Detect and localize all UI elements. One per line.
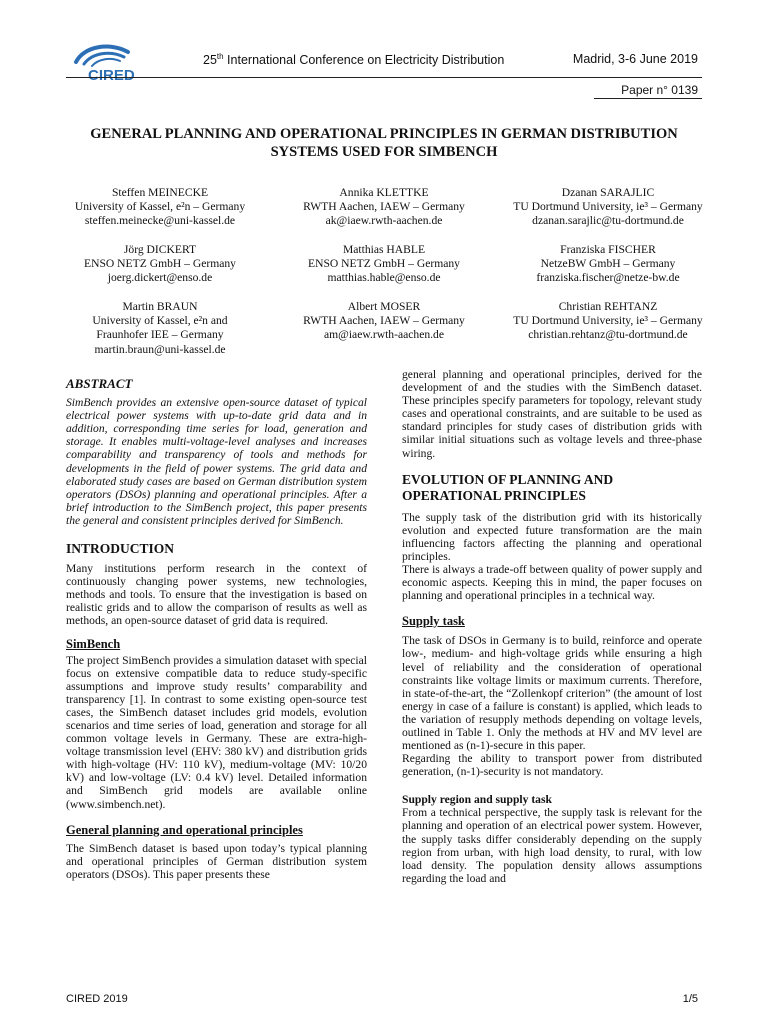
paper-number-rule <box>594 98 702 99</box>
author-braun: Martin BRAUN University of Kassel, e²n and Fraunhofer IEE – Germany martin.braun@uni-kassel.de <box>92 300 228 356</box>
supply-task-heading: Supply task <box>402 614 465 629</box>
conference-name: 25th International Conference on Electricity Distribution <box>203 52 505 68</box>
paper-title: GENERAL PLANNING AND OPERATIONAL PRINCIPLES IN GERMAN DISTRIBUTION SYSTEMS USED FOR SIMBENCH <box>90 126 678 160</box>
simbench-heading: SimBench <box>66 636 121 651</box>
author-hable: Matthias HABLE ENSO NETZ GmbH – Germany matthias.hable@enso.de <box>308 243 460 285</box>
author-row-3 <box>48 300 720 357</box>
author-rehtanz: Christian REHTANZ TU Dortmund University, ie³ – Germany christian.rehtanz@tu-dortmund.de <box>513 300 703 342</box>
paper-number: Paper n° 0139 <box>621 83 698 97</box>
right-column <box>402 368 702 885</box>
evolution-text-2: There is always a trade-off between quality of power supply and economic aspects. Keeping this in mind, the paper focuses on planning and operational principles in a technical way. <box>402 563 702 603</box>
general-planning-text: The SimBench dataset is based upon today’s typical planning and operational principles of German distribution system operators (DSOs). This paper presents these <box>66 841 367 881</box>
abstract-heading: ABSTRACT <box>66 376 133 391</box>
evolution-text-1: The supply task of the distribution grid with its historically evolution and expected future transformation are the main influencing factors affecting the planning and operational principles. <box>402 510 702 563</box>
introduction-heading: INTRODUCTION <box>66 541 175 557</box>
author-sarajlic: Dzanan SARAJLIC TU Dortmund University, ie³ – Germany dzanan.sarajlic@tu-dortmund.de <box>513 186 703 228</box>
logo-text: CIRED <box>88 67 135 84</box>
introduction-text: Many institutions perform research in the context of continuously changing power systems, new technologies, methods and tools. To ensure that the investigation is based on realistic grids and to allow the comparison of results as well as methods, an open-source dataset of grid data is required. <box>66 562 367 628</box>
supply-region-heading: Supply region and supply task <box>402 793 552 807</box>
author-row-1 <box>48 186 720 229</box>
simbench-text: The project SimBench provides a simulation dataset with special focus on extensive compatible data to reduce study-specific assumptions and improve study results’ comparability and transparency [1]. In contrast to some existing open-source test cases, the SimBench dataset includes grid models, evolution scenarios and time series of load, generation and storage for all common voltage levels in Germany. These are extra-high-voltage transmission level (EHV: 380 kV) and distribution grids with high-voltage (HV: 110 kV), medium-voltage (MV: 10/20 kV) and low-voltage (LV: 0.4 kV) level. Detailed information and SimBench grid models are available online (www.simbench.net). <box>66 653 367 811</box>
author-fischer: Franziska FISCHER NetzeBW GmbH – Germany franziska.fischer@netze-bw.de <box>536 243 680 285</box>
author-moser: Albert MOSER RWTH Aachen, IAEW – Germany am@iaew.rwth-aachen.de <box>303 300 465 342</box>
left-column <box>66 368 367 881</box>
supply-task-text-1: The task of DSOs in Germany is to build, reinforce and operate low-, medium- and high-voltage grids while ensuring a high level of reliability and the consideration of operational constraints like voltage limits or maximum currents. Therefore, in state-of-the-art, the “Zollenkopf criterion” (the amount of lost energy in case of a failure is constant) is applied, which leads to the variation of resupply methods depending on voltage levels, outlined in Table 1. Only the methods at HV and MV level are mentioned as (n-1)-secure in this paper. <box>402 634 702 753</box>
continued-text: general planning and operational principles, derived for the development of and the studies with the SimBench dataset. These principles specify parameters for topology, relevant study cases and operational constraints, and are suitable to be used as standard principles for study cases of distribution grids with similar initial situations such as voltage levels and three-phase wiring. <box>402 368 702 460</box>
abstract-text: SimBench provides an extensive open-source dataset of typical electrical power systems with up-to-date grid data and in addition, corresponding time series for load, generation and storage. It enables multi-voltage-level analyses and increases comparability and transparency of tools and methods for developments in the field of power systems. The grid data and elaborated study cases are based on German distribution system operators (DSOs) planning and operational principles. After a brief introduction to the SimBench project, this paper presents the general and consistent principles derived for SimBench. <box>66 396 367 527</box>
author-dickert: Jörg DICKERT ENSO NETZ GmbH – Germany joerg.dickert@enso.de <box>84 243 236 285</box>
page-number: 1/5 <box>682 993 698 1005</box>
conference-place-date: Madrid, 3-6 June 2019 <box>572 52 698 66</box>
footer-left: CIRED 2019 <box>66 993 128 1005</box>
header-rule <box>66 77 702 78</box>
author-row-2 <box>48 243 720 286</box>
evolution-heading: EVOLUTION OF PLANNING AND OPERATIONAL PRINCIPLES <box>402 471 614 503</box>
general-planning-heading: General planning and operational principles <box>66 822 303 837</box>
supply-region-text: From a technical perspective, the supply task is relevant for the planning and operation of an electrical power system. However, the supply tasks differ considerably depending on the supply region from urban, with high load density, to rural, with low load density. The population density allows assumptions regarding the load and <box>402 806 702 885</box>
supply-task-text-2: Regarding the ability to transport power from distributed generation, (n-1)-security is not mandatory. <box>402 752 702 779</box>
author-klettke: Annika KLETTKE RWTH Aachen, IAEW – Germany ak@iaew.rwth-aachen.de <box>303 186 465 228</box>
author-meinecke: Steffen MEINECKE University of Kassel, e²n – Germany steffen.meinecke@uni-kassel.de <box>74 186 246 228</box>
